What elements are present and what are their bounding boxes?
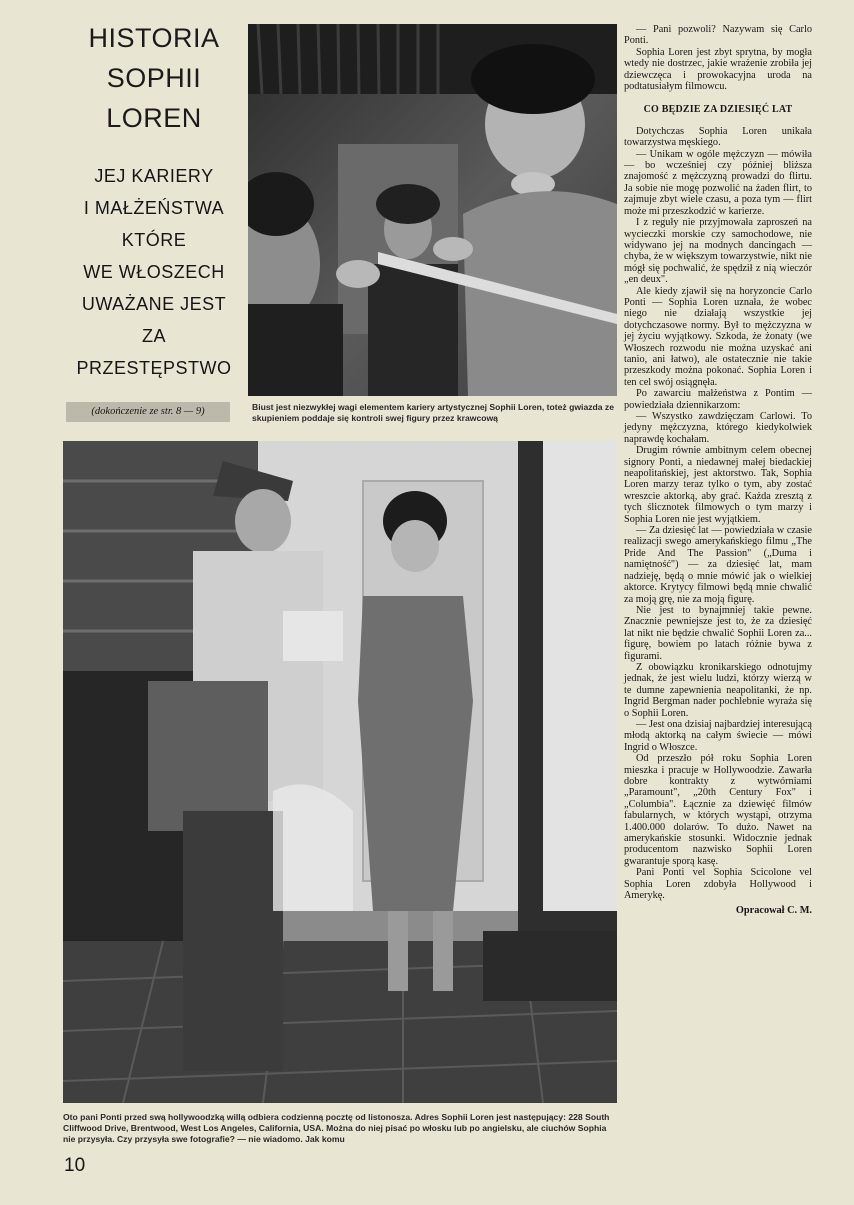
article-paragraph: Ale kiedy zjawił się na horyzoncie Carlo Ponti — Sophia Loren uznała, że wobec niego nie działają wszystkie jej dotychczasowe normy. Był to mężczyzna w jej życiu wyjątkowy. Szkoda, że żonaty (we Włoszech rozwodu nie można uzyskać ani tanio, ani łatwo), ale ostatecznie nie takie przeszkody można pokonać. Sophia Loren i ten cel swój osiągnęła. <box>624 285 812 388</box>
article-paragraph: Po zawarciu małżeństwa z Pontim — powiedziała dziennikarzom: <box>624 388 812 411</box>
article-paragraph: — Pani pozwoli? Nazywam się Carlo Ponti. <box>624 24 812 47</box>
headline-sub-line: PRZESTĘPSTWO <box>76 358 232 378</box>
continued-from-note: (dokończenie ze str. 8 — 9) <box>66 402 230 422</box>
photo-mailman-caption: Oto pani Ponti przed swą hollywoodzką willą odbiera codzienną pocztę od listonosza. Adres Sophii Loren jest następujący: 228 South Cliffwood Drive, Brentwood, West Los Angeles, California, USA. Można do niej pisać po włosku lub po angielsku, ale ciuchów Sophia nie przysyła. Czy przysyła swe fotografie? — nie wiadomo. Jak komu <box>63 1112 610 1144</box>
photo-mailman-image <box>63 441 617 1103</box>
article-paragraph: I z reguły nie przyjmowała zaproszeń na wycieczki morskie czy samochodowe, nie widywano jej na modnych dancingach — chyba, że w większym towarzystwie, nikt nie mógł się pochwalić, że spędził z nią wieczór „en deux". <box>624 217 812 286</box>
article-paragraph: Dotychczas Sophia Loren unikała towarzystwa męskiego. <box>624 125 812 149</box>
headline-sub-line: UWAŻANE JEST <box>81 294 227 314</box>
article-paragraph: Od przeszło pół roku Sophia Loren mieszka i pracuje w Hollywoodzie. Zawarła dobre kontrakty z wytwórniami „Paramount", „20th Century Fox" i „Columbia". Łącznie za dziewięć filmów fabularnych, w których wystąpi, otrzyma 1.400.000 dolarów. To dużo. Nawet na amerykańskie stosunki. Widocznie jednak producentom nazwisko Sophii Loren gwarantuje sporą kasę. <box>624 753 812 867</box>
article-paragraph: Pani Ponti vel Sophia Scicolone vel Sophia Loren zdobyła Hollywood i Amerykę. <box>624 867 812 902</box>
headline-title-line: LOREN <box>106 103 202 133</box>
headline-title-line: HISTORIA <box>88 23 220 53</box>
section-heading: CO BĘDZIE ZA DZIESIĘĆ LAT <box>643 104 793 116</box>
article-paragraph: — Wszystko zawdzięczam Carlowi. To jedyny mężczyzna, którego kiedykolwiek naprawdę kochałam. <box>624 411 812 445</box>
article-paragraph: — Jest ona dzisiaj najbardziej interesującą młodą aktorką na całym świecie — mówi Ingrid o Włoszce. <box>624 718 812 753</box>
article-paragraph: Drugim równie ambitnym celem obecnej signory Ponti, a niedawnej małej biedackiej neapolitańskiej, jest aktorstwo. Tak, Sophia Loren marzy teraz tylko o tym, aby zostać wreszcie aktorką, aby grać. Każda zresztą z tych ślicznotek filmowych o tym marzy i Sophia Loren nie jest wyjątkiem. <box>624 445 812 525</box>
headline-sub-line: I MAŁŻEŃSTWA <box>83 198 225 218</box>
headline-sub-line: JEJ KARIERY <box>94 166 214 186</box>
photo-fitting <box>248 24 617 396</box>
article-paragraph: Z obowiązku kronikarskiego odnotujmy jednak, że jest wielu ludzi, którzy wierzą w te dumne zapewnienia neapolitanki, że np. Ingrid Bergman nader pochlebnie wyraża się o Sophii Loren. <box>624 661 812 719</box>
article-column <box>624 24 812 917</box>
headline-subtitle <box>66 160 242 384</box>
headline-sub-line: KTÓRE <box>121 230 187 250</box>
page-number: 10 <box>64 1155 86 1176</box>
headline-title-line: SOPHII <box>106 63 202 93</box>
article-paragraph: Sophia Loren jest zbyt sprytna, by mogła wtedy nie dostrzec, jakie wrażenie zrobiła jej dziewczęca i prowokacyjna uroda na podtatusiałym filmowcu. <box>624 46 812 93</box>
article-paragraph: — Unikam w ogóle mężczyzn — mówiła — bo wcześniej czy później bliższa znajomość z mężczyzną prowadzi do flirtu. Ja sobie nie mogę pozwolić na żaden flirt, to zajmuje zbyt wiele czasu, a poza tym — flirt może mi przeszkodzić w karierze. <box>624 148 812 217</box>
photo-mailman <box>63 441 617 1103</box>
photo-fitting-caption: Biust jest niezwykłej wagi elementem kariery artystycznej Sophii Loren, toteż gwiazda ze skupieniem poddaje się kontroli swej figury przez krawcową <box>252 402 615 423</box>
article-paragraph: — Za dziesięć lat — powiedziała w czasie realizacji swego amerykańskiego filmu „The Pride And The Passion" („Duma i namiętność") — za dziesięć lat, mam nadzieję, będą o mnie mówić jak o wielkiej aktorce. Krytycy filmowi będą mnie chwalić za moją grę, nie za moją figurę. <box>624 525 812 605</box>
headline-title <box>66 18 242 138</box>
photo-fitting-image <box>248 24 617 396</box>
headline-sub-line: WE WŁOSZECH <box>83 262 225 282</box>
article-paragraph: Nie jest to bynajmniej takie pewne. Znacznie pewniejsze jest to, że za dziesięć lat nikt nie będzie chwalić Sophii Loren za... figurę, bowiem po latach różnie bywa z figurami. <box>624 604 812 662</box>
headline-sub-line: ZA <box>141 326 166 346</box>
article-headline <box>66 18 242 384</box>
author-signature: Opracował C. M. <box>735 905 812 917</box>
